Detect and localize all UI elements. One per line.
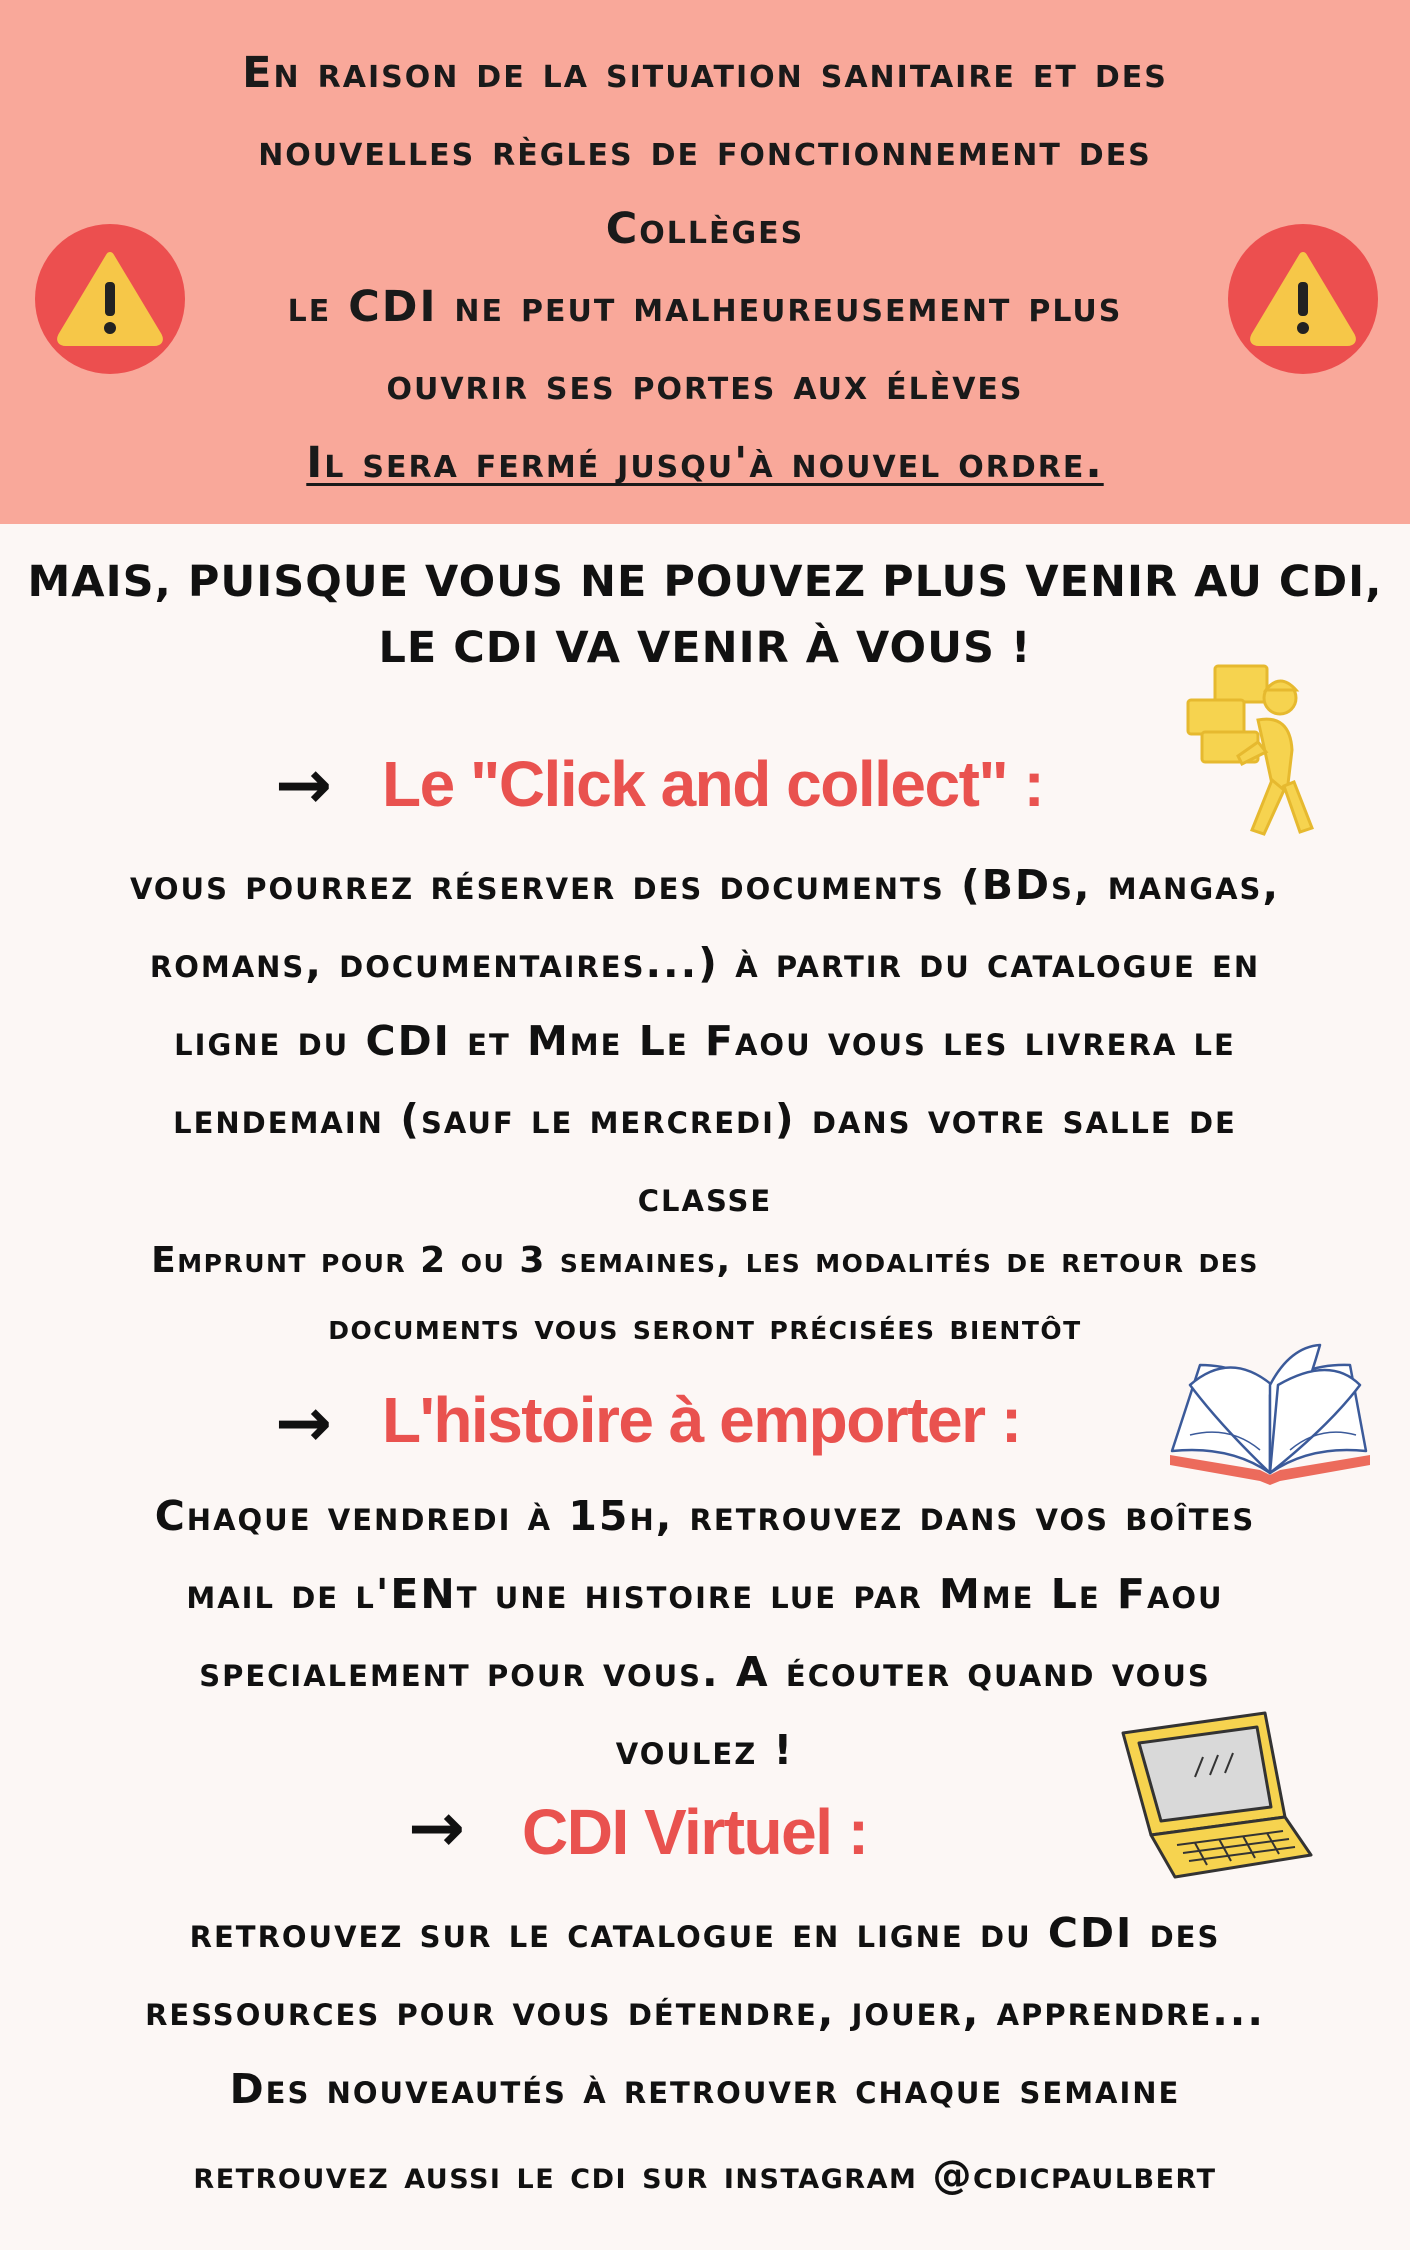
banner-line: En raison de la situation sanitaire et des [242, 48, 1168, 98]
open-book-icon [1160, 1325, 1380, 1485]
warning-triangle-icon [35, 224, 185, 374]
banner-line: ouvrir ses portes aux élèves [386, 360, 1024, 410]
body-note: Emprunt pour 2 ou 3 semaines, les modalités de retour des [151, 1240, 1259, 1281]
body-line: vous pourrez réserver des documents (BDs, mangas, [129, 861, 1281, 909]
section-heading-histoire: L'histoire à emporter : [382, 1384, 1021, 1456]
body-line: ligne du CDI et Mme Le Faou vous les livrera le [174, 1017, 1236, 1065]
intro-line: MAIS, PUISQUE VOUS NE POUVEZ PLUS VENIR AU CDI, [27, 557, 1383, 607]
instagram-footer: retrouvez aussi le cdi sur instagram @cdicpaulbert [193, 2153, 1217, 2198]
laptop-icon [1115, 1705, 1315, 1885]
body-line: Des nouveautés à retrouver chaque semaine [229, 2065, 1181, 2113]
arrow-right-icon: → [275, 746, 332, 825]
closure-notice: Il sera fermé jusqu'à nouvel ordre. [306, 438, 1104, 488]
body-line: classe [637, 1173, 773, 1221]
body-line: lendemain (sauf le mercredi) dans votre salle de [173, 1095, 1237, 1143]
delivery-person-carrying-boxes-icon [1180, 660, 1320, 840]
arrow-right-icon: → [408, 1789, 465, 1868]
body-line: retrouvez sur le catalogue en ligne du CDI des [189, 1909, 1221, 1957]
body-line: mail de l'ENt une histoire lue par Mme Le Faou [186, 1570, 1224, 1618]
intro-line: LE CDI VA VENIR À VOUS ! [378, 623, 1032, 673]
body-line: voulez ! [615, 1726, 795, 1774]
banner-line: nouvelles règles de fonctionnement des [258, 126, 1152, 176]
alert-banner [0, 0, 1410, 524]
body-line: romans, documentaires...) à partir du catalogue en [149, 939, 1261, 987]
warning-triangle-icon [1228, 224, 1378, 374]
arrow-right-icon: → [275, 1384, 332, 1463]
banner-line: le CDI ne peut malheureusement plus [287, 282, 1123, 332]
body-note: documents vous seront précisées bientôt [328, 1307, 1082, 1348]
banner-line: Collèges [605, 204, 805, 254]
body-line: specialement pour vous. A écouter quand vous [199, 1648, 1211, 1696]
section-heading-cdi-virtuel: CDI Virtuel : [522, 1796, 868, 1868]
body-line: ressources pour vous détendre, jouer, apprendre... [145, 1987, 1265, 2035]
section-heading-click-and-collect: Le "Click and collect" : [382, 748, 1044, 820]
body-line: Chaque vendredi à 15h, retrouvez dans vos boîtes [154, 1492, 1256, 1540]
